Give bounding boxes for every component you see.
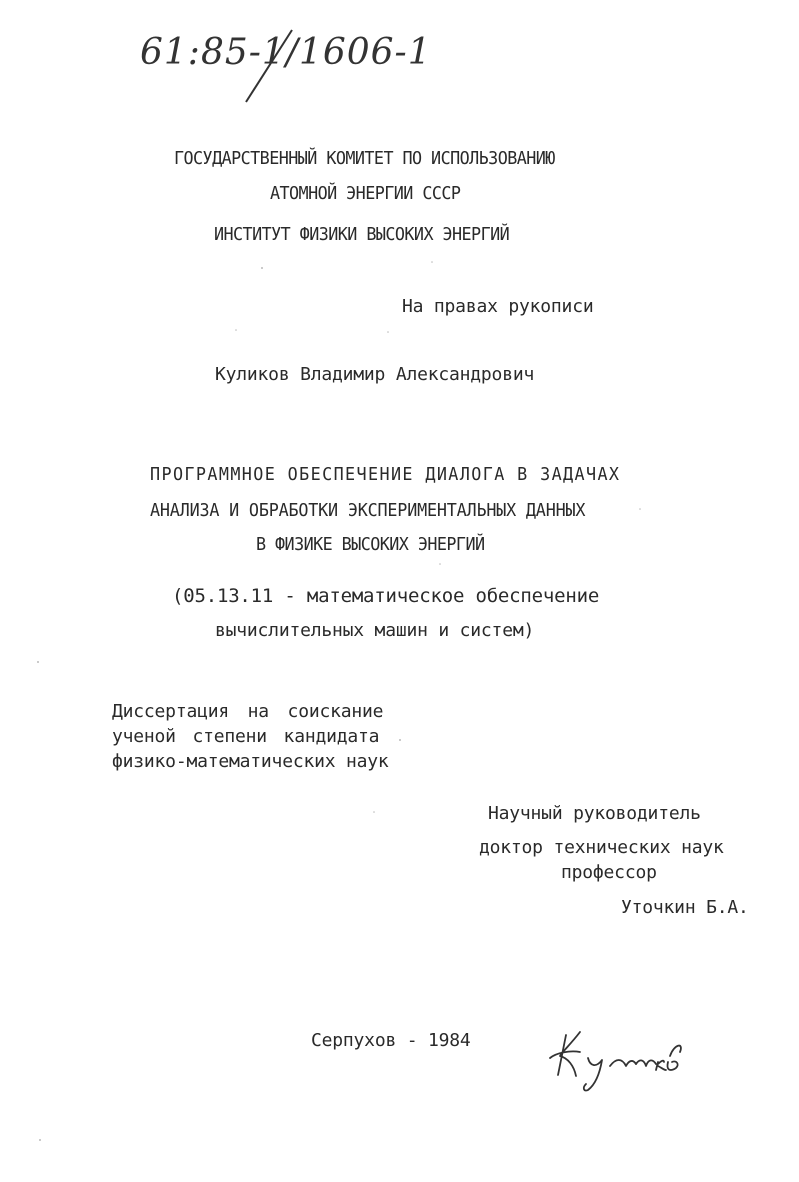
title-line-2: АНАЛИЗА И ОБРАБОТКИ ЭКСПЕРИМЕНТАЛЬНЫХ ДАННЫХ: [150, 500, 586, 521]
specialty-line-2: вычислительных машин и систем): [215, 620, 535, 641]
supervisor-label: Научный руководитель: [488, 803, 701, 824]
header-line-1: ГОСУДАРСТВЕННЫЙ КОМИТЕТ ПО ИСПОЛЬЗОВАНИЮ: [174, 148, 555, 169]
supervisor-name: Уточкин Б.А.: [621, 897, 749, 918]
header-line-2: АТОМНОЙ ЭНЕРГИИ СССР: [270, 183, 461, 204]
place-year: Серпухов - 1984: [311, 1030, 471, 1051]
dissertation-line-1: Диссертация на соискание: [112, 701, 384, 722]
dissertation-line-2: ученой степени кандидата: [112, 726, 380, 747]
rights-note: На правах рукописи: [402, 296, 594, 317]
specialty-line-1: (05.13.11 - математическое обеспечение: [172, 585, 600, 607]
archive-code: 61:85-1/1606-1: [140, 32, 432, 73]
header-line-3: ИНСТИТУТ ФИЗИКИ ВЫСОКИХ ЭНЕРГИЙ: [214, 224, 510, 245]
title-line-1: ПРОГРАММНОЕ ОБЕСПЕЧЕНИЕ ДИАЛОГА В ЗАДАЧАХ: [150, 464, 621, 485]
supervisor-degree: доктор технических наук: [479, 837, 724, 858]
dissertation-line-3: физико-математических наук: [112, 751, 389, 772]
author-name: Куликов Владимир Александрович: [215, 364, 535, 385]
title-line-3: В ФИЗИКЕ ВЫСОКИХ ЭНЕРГИЙ: [256, 534, 485, 555]
supervisor-rank: профессор: [561, 862, 657, 883]
